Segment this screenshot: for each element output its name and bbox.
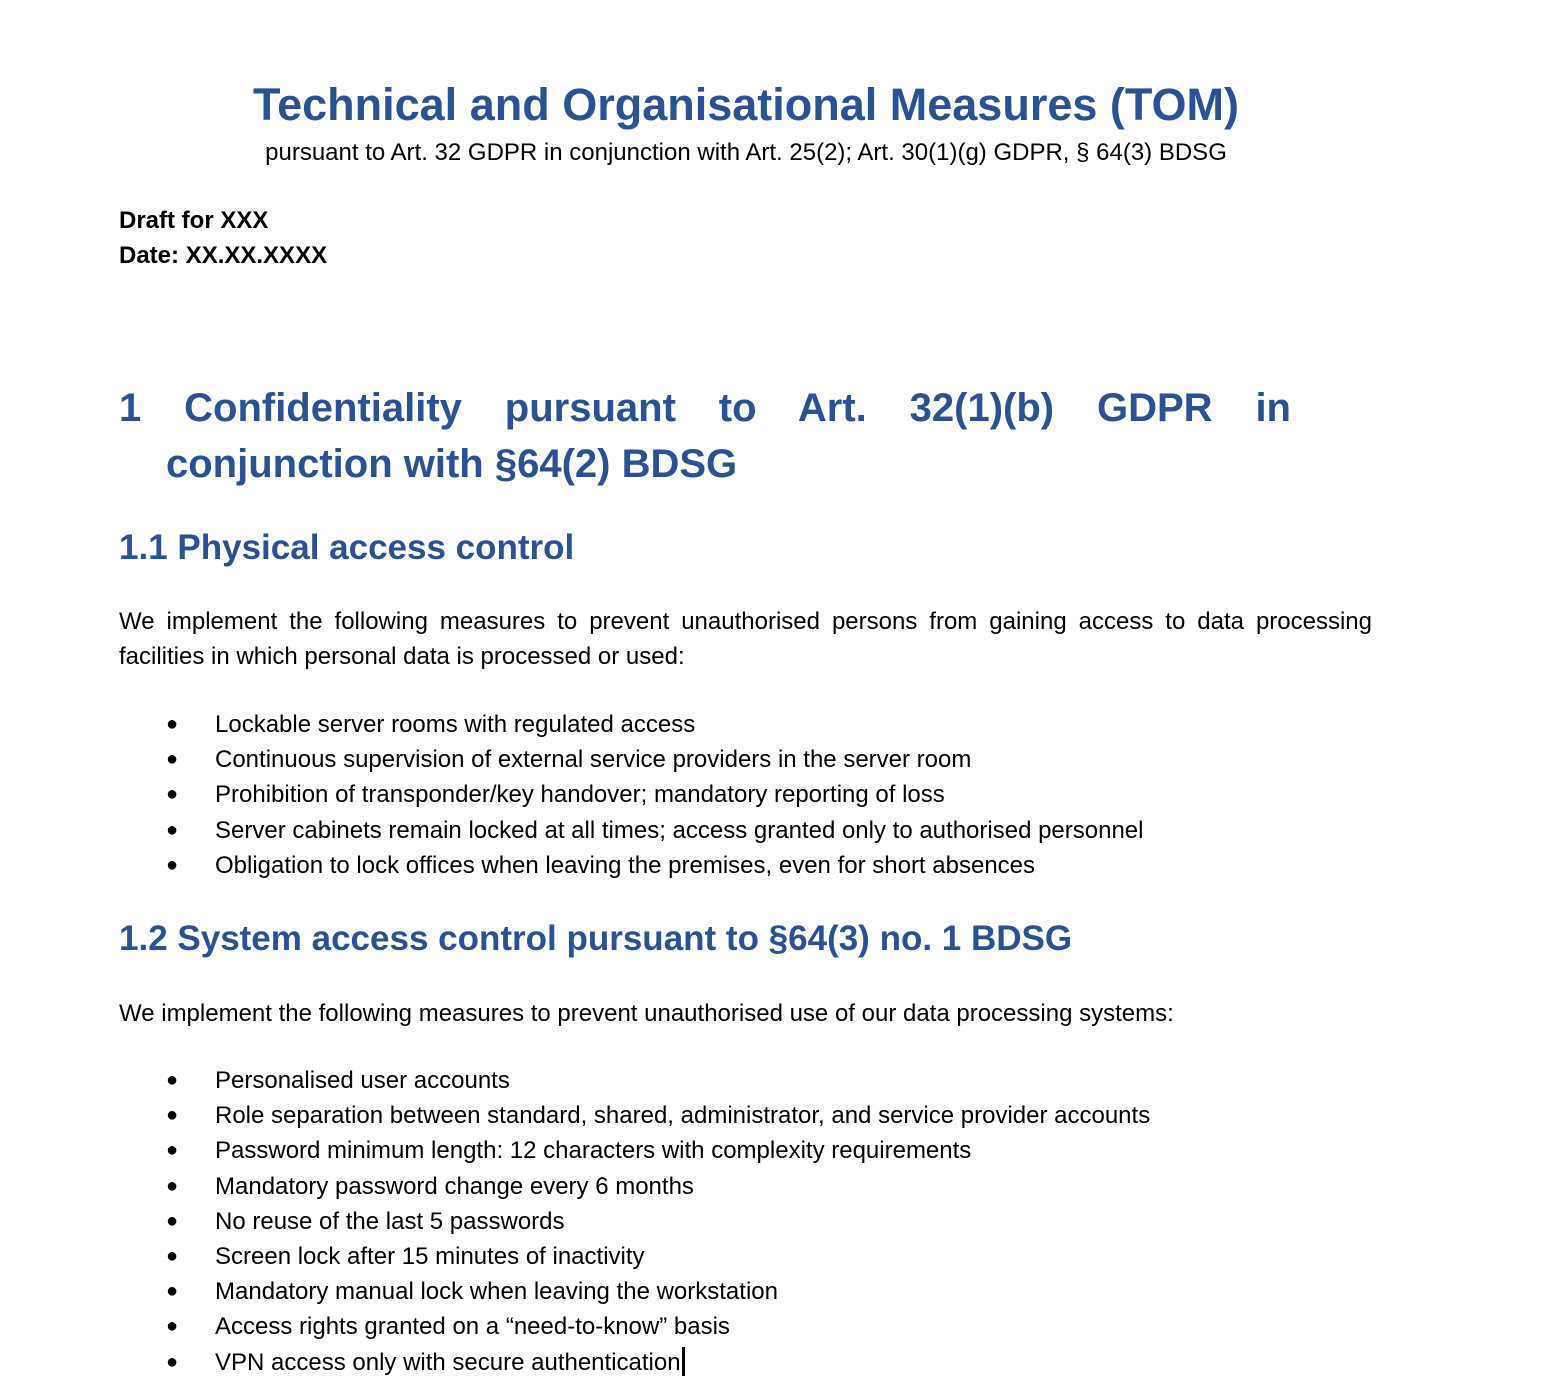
bullet-icon: ● bbox=[166, 1244, 179, 1267]
list-item-text[interactable]: Mandatory manual lock when leaving the workstation bbox=[215, 1278, 778, 1306]
list-item[interactable] bbox=[0, 742, 1552, 777]
bullet-icon: ● bbox=[166, 748, 179, 771]
list-item-text[interactable]: Role separation between standard, shared, administrator, and service provider accounts bbox=[215, 1102, 1151, 1130]
list-item-text[interactable]: VPN access only with secure authentication bbox=[215, 1348, 681, 1376]
list-item[interactable] bbox=[0, 1169, 1552, 1204]
section-heading-1-line1[interactable]: 1 Confidentiality pursuant to Art. 32(1)(b) GDPR in bbox=[119, 386, 1291, 430]
list-item[interactable] bbox=[0, 1063, 1552, 1098]
bullet-icon: ● bbox=[166, 1350, 179, 1373]
document-title[interactable]: Technical and Organisational Measures (TOM) bbox=[252, 79, 1240, 130]
measures-list-1-1 bbox=[0, 707, 1552, 883]
list-item[interactable] bbox=[0, 1309, 1552, 1344]
bullet-icon: ● bbox=[166, 713, 179, 735]
list-item[interactable] bbox=[0, 1133, 1552, 1168]
list-item-text[interactable]: Server cabinets remain locked at all times; access granted only to authorised personnel bbox=[215, 816, 1144, 844]
bullet-icon: ● bbox=[166, 1315, 179, 1338]
list-item-text[interactable]: Lockable server rooms with regulated access bbox=[215, 711, 696, 738]
subsection-intro-1-2[interactable]: We implement the following measures to prevent unauthorised use of our data processing systems: bbox=[119, 1000, 1174, 1027]
subsection-heading-1-1[interactable]: 1.1 Physical access control bbox=[119, 528, 575, 567]
text-cursor bbox=[682, 1347, 685, 1376]
list-item-text[interactable]: Password minimum length: 12 characters with complexity requirements bbox=[215, 1137, 972, 1165]
list-item-text-last[interactable] bbox=[215, 1345, 685, 1380]
draft-line[interactable]: Draft for XXX bbox=[119, 207, 269, 234]
list-item[interactable] bbox=[0, 1204, 1552, 1239]
bullet-icon: ● bbox=[166, 1139, 179, 1162]
list-item[interactable] bbox=[0, 1274, 1552, 1309]
list-item[interactable] bbox=[0, 707, 1552, 742]
list-item[interactable] bbox=[0, 848, 1552, 883]
list-item-text[interactable]: Screen lock after 15 minutes of inactivity bbox=[215, 1242, 645, 1270]
section-heading-1-line2[interactable]: conjunction with §64(2) BDSG bbox=[166, 442, 738, 486]
list-item-text[interactable]: Prohibition of transponder/key handover; mandatory reporting of loss bbox=[215, 781, 945, 809]
measures-list-1-2 bbox=[0, 1063, 1552, 1380]
list-item[interactable] bbox=[0, 1345, 1552, 1380]
list-item-text[interactable]: Mandatory password change every 6 months bbox=[215, 1172, 694, 1200]
list-item[interactable] bbox=[0, 1239, 1552, 1274]
bullet-icon: ● bbox=[166, 1104, 179, 1127]
section-heading-1[interactable] bbox=[119, 380, 1291, 492]
bullet-icon: ● bbox=[166, 853, 179, 876]
bullet-icon: ● bbox=[166, 1280, 179, 1303]
bullet-icon: ● bbox=[166, 818, 179, 841]
list-item-text[interactable]: Personalised user accounts bbox=[215, 1067, 510, 1094]
date-line[interactable]: Date: XX.XX.XXXX bbox=[119, 242, 328, 269]
subsection-intro-1-1[interactable]: We implement the following measures to prevent unauthorised persons from gaining access to data processing facilities in which personal data is processed or used: bbox=[119, 608, 1372, 670]
bullet-icon: ● bbox=[166, 1174, 179, 1197]
list-item-text[interactable]: No reuse of the last 5 passwords bbox=[215, 1207, 565, 1235]
bullet-icon: ● bbox=[166, 1069, 179, 1091]
list-item[interactable] bbox=[0, 1098, 1552, 1133]
list-item[interactable] bbox=[0, 813, 1552, 848]
list-item[interactable] bbox=[0, 777, 1552, 812]
document-subtitle[interactable]: pursuant to Art. 32 GDPR in conjunction with Art. 25(2); Art. 30(1)(g) GDPR, § 64(3) BDSG bbox=[265, 139, 1227, 166]
bullet-icon: ● bbox=[166, 1209, 179, 1232]
bullet-icon: ● bbox=[166, 783, 179, 806]
list-item-text[interactable]: Access rights granted on a “need-to-know” basis bbox=[215, 1313, 730, 1341]
list-item-text[interactable]: Obligation to lock offices when leaving the premises, even for short absences bbox=[215, 851, 1036, 879]
list-item-text[interactable]: Continuous supervision of external service providers in the server room bbox=[215, 746, 972, 774]
subsection-heading-1-2[interactable]: 1.2 System access control pursuant to §64(3) no. 1 BDSG bbox=[119, 919, 1073, 958]
